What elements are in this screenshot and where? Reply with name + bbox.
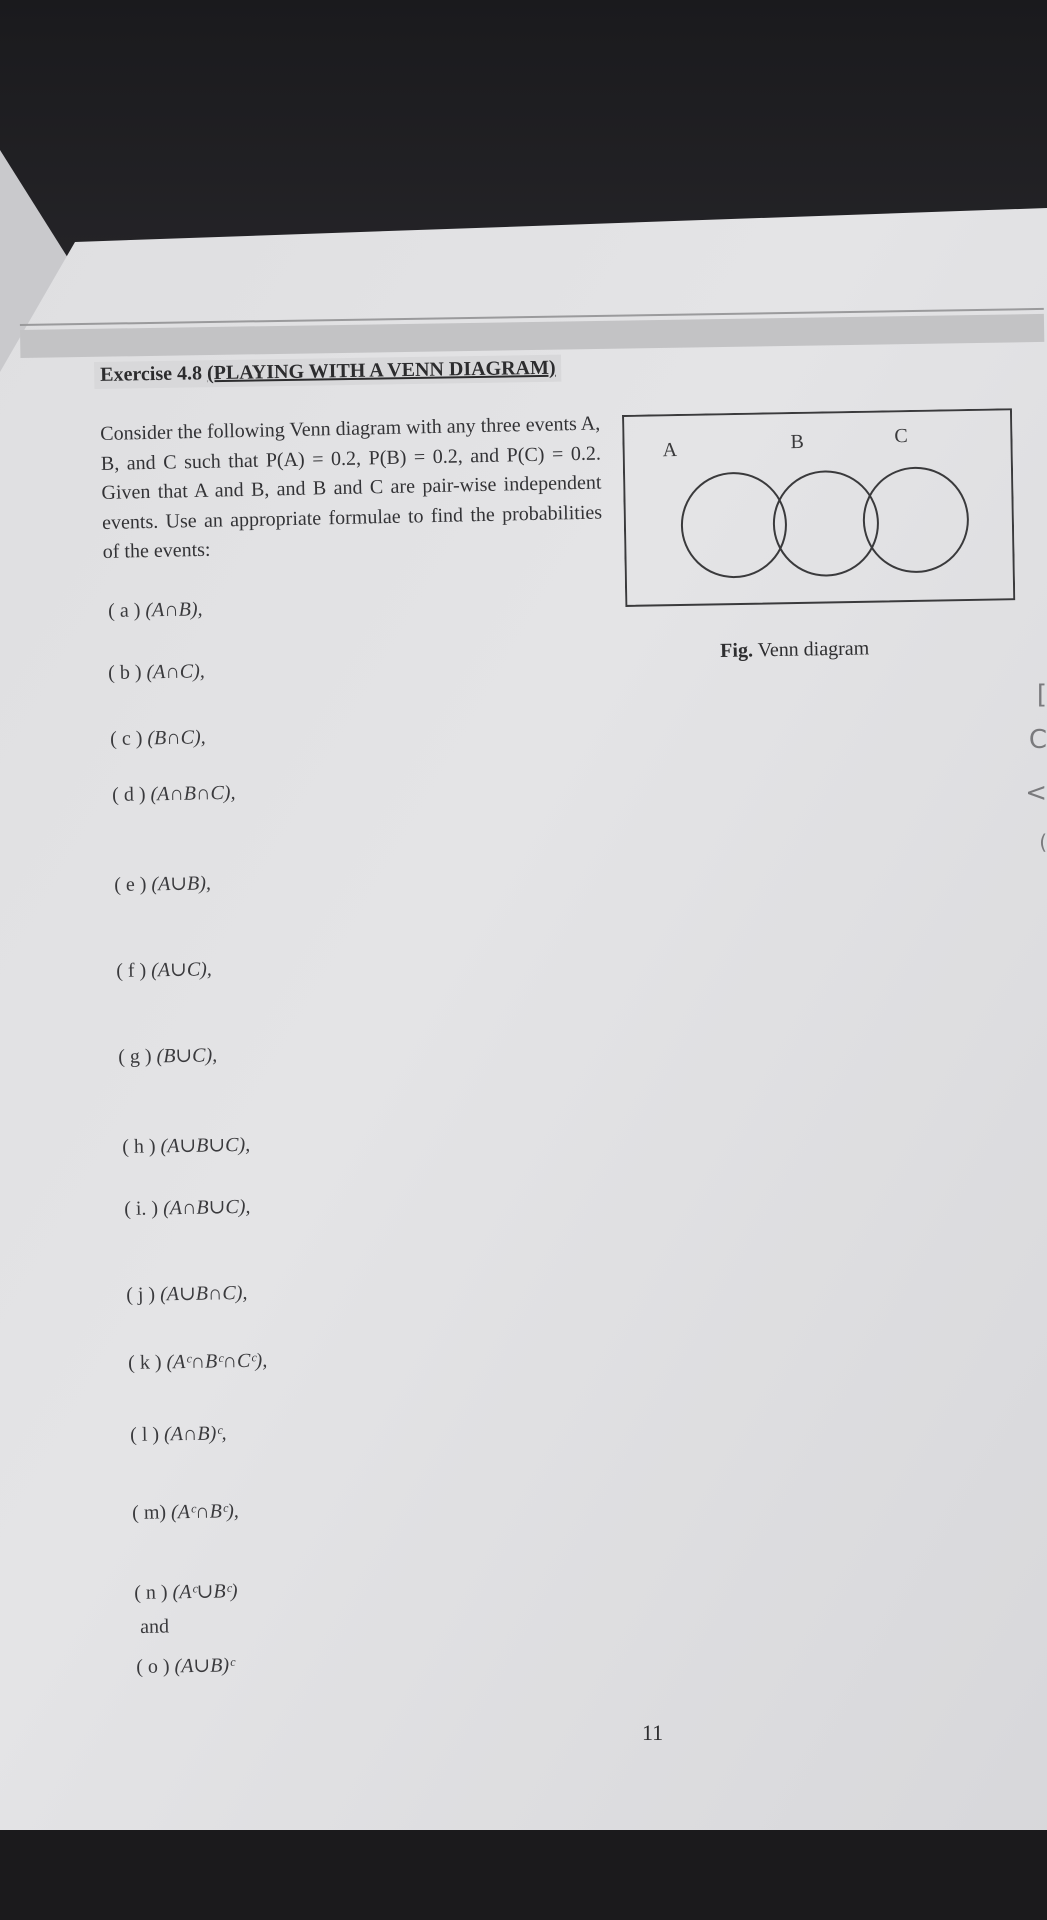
venn-label-c: C bbox=[894, 425, 908, 448]
list-item bbox=[140, 1615, 169, 1639]
page-number: 11 bbox=[642, 1720, 664, 1745]
figure-caption bbox=[720, 637, 869, 663]
item-label: ( m) bbox=[132, 1501, 172, 1524]
venn-label-b: B bbox=[790, 430, 805, 454]
item-label: ( a ) bbox=[108, 599, 146, 622]
edge-mark: C bbox=[1028, 725, 1047, 755]
list-item bbox=[134, 1578, 238, 1605]
item-label: ( d ) bbox=[112, 783, 151, 806]
item-label: ( g ) bbox=[118, 1045, 157, 1068]
venn-diagram bbox=[622, 408, 1016, 630]
venn-label-a: A bbox=[662, 439, 678, 462]
venn-frame bbox=[623, 409, 1014, 606]
edge-mark: < bbox=[1025, 778, 1047, 808]
figure-caption-text: Venn diagram bbox=[757, 637, 870, 662]
edge-mark: ( bbox=[1039, 830, 1047, 854]
item-label: and bbox=[140, 1615, 170, 1638]
list-item bbox=[126, 1280, 248, 1307]
list-item bbox=[110, 726, 206, 751]
item-label: ( i. ) bbox=[124, 1197, 159, 1220]
list-item bbox=[136, 1652, 235, 1679]
venn-circle-b bbox=[773, 471, 879, 577]
item-expression: (Aᶜ∪Bᶜ) bbox=[172, 1580, 238, 1604]
list-item bbox=[116, 956, 212, 983]
item-expression: (Aᶜ∩Bᶜ∩Cᶜ), bbox=[166, 1349, 268, 1374]
item-expression: (A∩B)ᶜ, bbox=[163, 1422, 227, 1446]
item-expression: (A∩C), bbox=[146, 660, 206, 684]
item-label: ( j ) bbox=[126, 1283, 161, 1306]
item-expression: (B∩C), bbox=[147, 726, 206, 750]
exercise-number: Exercise 4.8 bbox=[100, 362, 203, 386]
item-expression: (A∪B), bbox=[151, 872, 212, 896]
list-item bbox=[132, 1500, 239, 1525]
item-label: ( f ) bbox=[116, 959, 152, 982]
venn-circle-a bbox=[681, 472, 787, 578]
item-label: ( o ) bbox=[136, 1655, 175, 1678]
table-surface bbox=[0, 1830, 1047, 1920]
list-item bbox=[114, 870, 211, 897]
item-label: ( h ) bbox=[122, 1135, 161, 1158]
list-item bbox=[124, 1194, 251, 1221]
item-label: ( c ) bbox=[110, 727, 148, 750]
item-expression: (A∪B∪C), bbox=[160, 1133, 251, 1158]
list-item bbox=[122, 1132, 250, 1159]
item-expression: (Aᶜ∩Bᶜ), bbox=[170, 1500, 239, 1524]
list-item bbox=[112, 782, 236, 807]
item-expression: (A∩B∪C), bbox=[162, 1195, 251, 1220]
item-expression: (A∩B), bbox=[145, 598, 203, 622]
item-expression: (A∩B∩C), bbox=[150, 781, 236, 806]
list-item bbox=[118, 1042, 217, 1069]
problem-statement: Consider the following Venn diagram with any three events A, B, and C such that P(A) = 0.2, P(B) = 0.2, and P(C) = 0.2. Given that A and B, and B and C are pair-wise independent events. Use an appropriate formulae to find the probabilities of the events: bbox=[100, 412, 603, 563]
venn-circle-c bbox=[863, 467, 969, 573]
list-item bbox=[108, 598, 203, 623]
item-label: ( n ) bbox=[134, 1581, 173, 1604]
item-expression: (A∪C), bbox=[151, 958, 213, 982]
item-expression: (A∪B)ᶜ bbox=[174, 1654, 235, 1678]
item-label: ( e ) bbox=[114, 873, 152, 896]
edge-mark: [ bbox=[1036, 680, 1047, 710]
list-item bbox=[128, 1350, 267, 1375]
list-item bbox=[130, 1422, 227, 1447]
list-item bbox=[108, 660, 205, 685]
item-label: ( l ) bbox=[130, 1423, 165, 1446]
figure-caption-prefix: Fig. bbox=[720, 639, 754, 662]
exercise-heading: (PLAYING WITH A VENN DIAGRAM) bbox=[206, 356, 556, 385]
item-expression: (A∪B∩C), bbox=[159, 1281, 248, 1306]
item-label: ( k ) bbox=[128, 1351, 167, 1374]
item-label: ( b ) bbox=[108, 661, 147, 684]
item-expression: (B∪C), bbox=[156, 1044, 218, 1068]
